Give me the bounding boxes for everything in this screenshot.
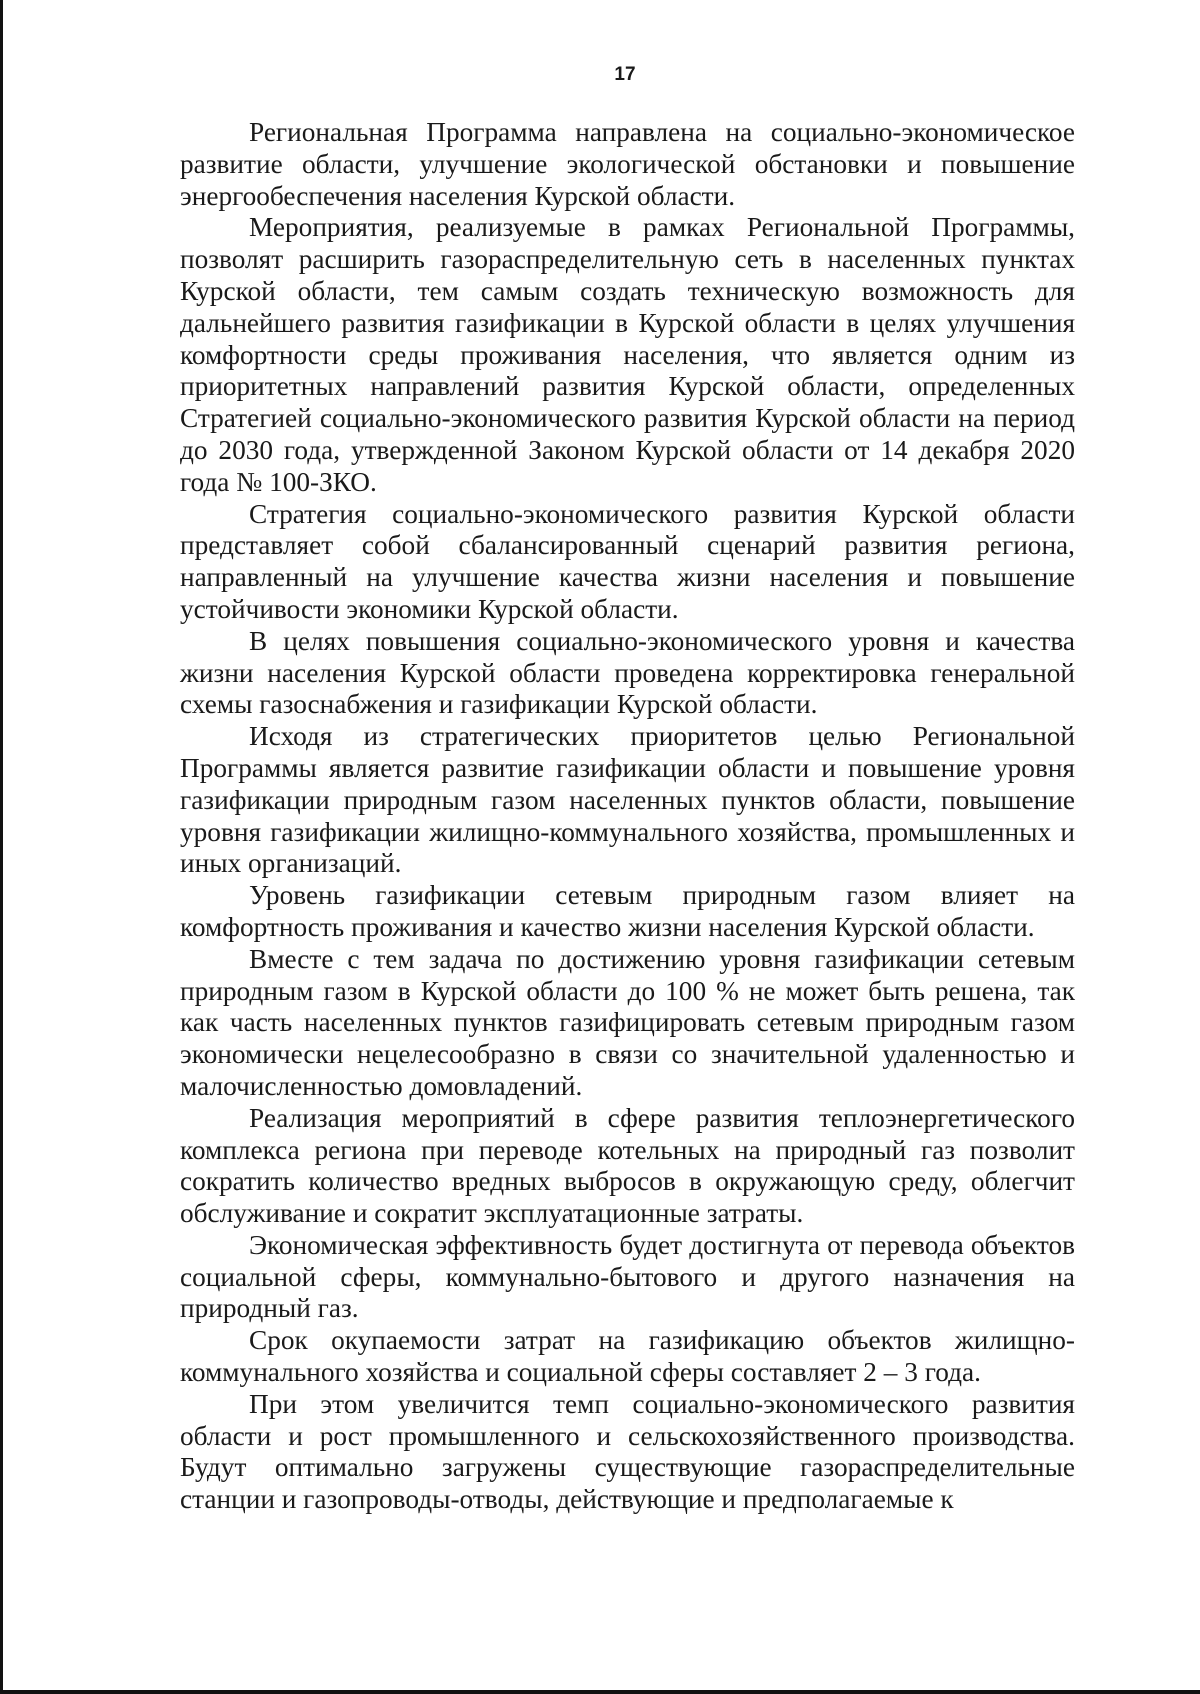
paragraph-7: Вместе с тем задача по достижению уровня газификации сетевым природным газом в Курской области до 100 % не может быть решена, так как часть населенных пунктов газифицировать сетевым природным газом экономически нецелесообразно в связи со значительной удаленностью и малочисленностью домовладений.: [180, 943, 1075, 1101]
paragraph-2: Мероприятия, реализуемые в рамках Региональной Программы, позволят расширить газораспределительную сеть в населенных пунктах Курской области, тем самым создать техническую возможность для дальнейшего развития газификации в Курской области в целях улучшения комфортности среды проживания населения, что является одним из приоритетных направлений развития Курской области, определенных Стратегией социально-экономического развития Курской области на период до 2030 года, утвержденной Законом Курской области от 14 декабря 2020 года № 100-ЗКО.: [180, 212, 1075, 497]
paragraph-4: В целях повышения социально-экономического уровня и качества жизни населения Курской области проведена корректировка генеральной схемы газоснабжения и газификации Курской области.: [180, 625, 1075, 720]
paragraph-8: Реализация мероприятий в сфере развития теплоэнергетического комплекса региона при переводе котельных на природный газ позволит сократить количество вредных выбросов в окружающую среду, облегчит обслуживание и сократит эксплуатационные затраты.: [180, 1102, 1075, 1229]
paragraph-11: При этом увеличится темп социально-экономического развития области и рост промышленного и сельскохозяйственного производства. Будут оптимально загружены существующие газораспределительные станции и газопроводы-отводы, действующие и предполагаемые к: [180, 1388, 1075, 1515]
paragraph-5: Исходя из стратегических приоритетов целью Региональной Программы является развитие газификации области и повышение уровня газификации природным газом населенных пунктов области, повышение уровня газификации жилищно-коммунального хозяйства, промышленных и иных организаций.: [180, 721, 1075, 879]
paragraph-6: Уровень газификации сетевым природным газом влияет на комфортность проживания и качество жизни населения Курской области.: [180, 880, 1075, 942]
scan-border-bottom: [0, 1690, 1200, 1694]
paragraph-9: Экономическая эффективность будет достигнута от перевода объектов социальной сферы, коммунально-бытового и другого назначения на природный газ.: [180, 1229, 1075, 1324]
page-number: 17: [614, 64, 636, 85]
paragraph-1: Региональная Программа направлена на социально-экономическое развитие области, улучшение экологической обстановки и повышение энергообеспечения населения Курской области.: [180, 117, 1075, 211]
paragraph-10: Срок окупаемости затрат на газификацию объектов жилищно-коммунального хозяйства и социальной сферы составляет 2 – 3 года.: [180, 1325, 1075, 1388]
scan-border-left: [0, 0, 3, 1694]
paragraph-3: Стратегия социально-экономического развития Курской области представляет собой сбалансированный сценарий развития региона, направленный на улучшение качества жизни населения и повышение устойчивости экономики Курской области.: [180, 498, 1075, 624]
document-body: [180, 117, 1075, 1516]
